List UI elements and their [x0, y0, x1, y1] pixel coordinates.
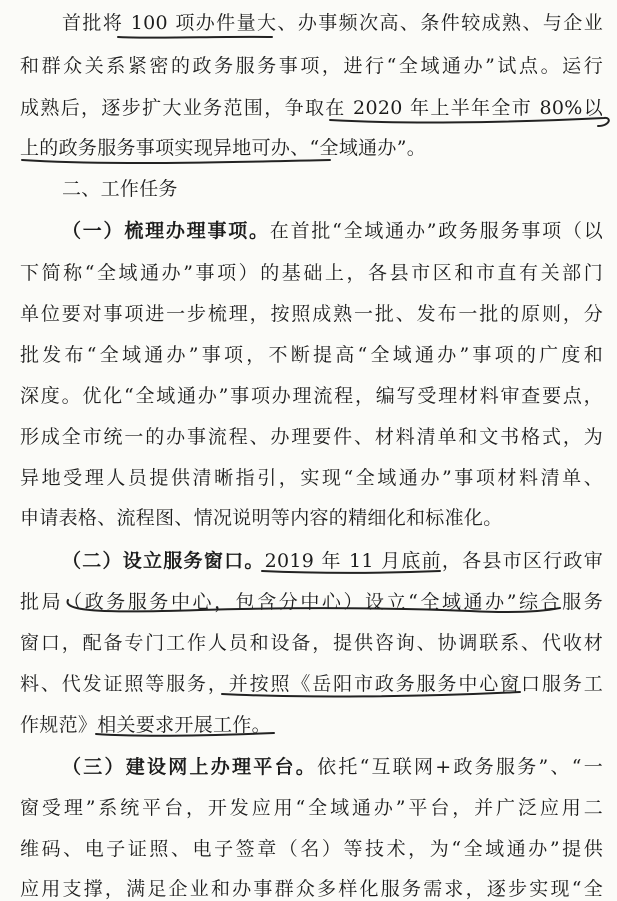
section-heading: 二、工作任务 — [62, 178, 178, 200]
paragraph-3-heading: （三）建设网上办理平台。 — [62, 756, 318, 778]
text-line: 首批将 100 项办件量大、办事频次高、条件较成熟、与企业 — [62, 12, 603, 34]
text-line: 2019 年 11 月底前，各县市区行政审 — [264, 550, 603, 572]
underline-stroke — [22, 160, 330, 163]
text-line: 异地受理人员提供清晰指引，实现“全域通办”事项材料清单、 — [20, 467, 603, 489]
paragraph-1-first-line — [0, 219, 617, 243]
text-line: 成熟后，逐步扩大业务范围，争取在 2020 年上半年全市 80%以 — [20, 97, 603, 119]
text-line: 维码、电子证照、电子签章（名）等技术，为“全域通办”提供 — [20, 838, 603, 860]
text-line: 深度。优化“全域通办”事项办理流程，编写受理材料审查要点， — [20, 385, 603, 407]
text-line: 批发布“全域通办”事项，不断提高“全域通办”事项的广度和 — [20, 344, 603, 366]
text-line: 和群众关系紧密的政务服务事项，进行“全域通办”试点。运行 — [20, 55, 603, 77]
text-line: 下简称“全域通办”事项）的基础上，各县市区和市直有关部门 — [20, 262, 603, 284]
text-line: 料、代发证照等服务，并按照《岳阳市政务服务中心窗口服务工 — [20, 673, 603, 695]
paragraph-2-first-line — [0, 549, 617, 573]
underline-stroke — [118, 37, 272, 38]
text-line: 形成全市统一的办事流程、办理要件、材料清单和文书格式，为 — [20, 426, 603, 448]
paragraph-2-heading: （二）设立服务窗口。 — [62, 550, 265, 572]
text-line: 依托“互联网+政务服务”、“一 — [317, 756, 603, 778]
paragraph-1-heading: （一）梳理办理事项。 — [62, 220, 270, 242]
text-line: 上的政务服务事项实现异地可办、“全域通办”。 — [20, 137, 427, 159]
text-line: 单位要对事项进一步梳理，按照成熟一批、发布一批的原则，分 — [20, 303, 603, 325]
text-line: 作规范》相关要求开展工作。 — [20, 714, 271, 736]
text-line: 应用支撑，满足企业和办事群众多样化服务需求，逐步实现“全 — [20, 878, 603, 900]
text-line: 批局（政务服务中心，包含分中心）设立“全域通办”综合服务 — [20, 591, 603, 613]
text-line: 申请表格、流程图、情况说明等内容的精细化和标准化。 — [20, 507, 503, 529]
text-line: 窗口，配备专门工作人员和设备，提供咨询、协调联系、代收材 — [20, 632, 603, 654]
text-line: 在首批“全域通办”政务服务事项（以 — [269, 220, 603, 242]
paragraph-3-first-line — [0, 755, 617, 779]
text-line: 窗受理”系统平台，开发应用“全域通办”平台，并广泛应用二 — [20, 797, 603, 819]
